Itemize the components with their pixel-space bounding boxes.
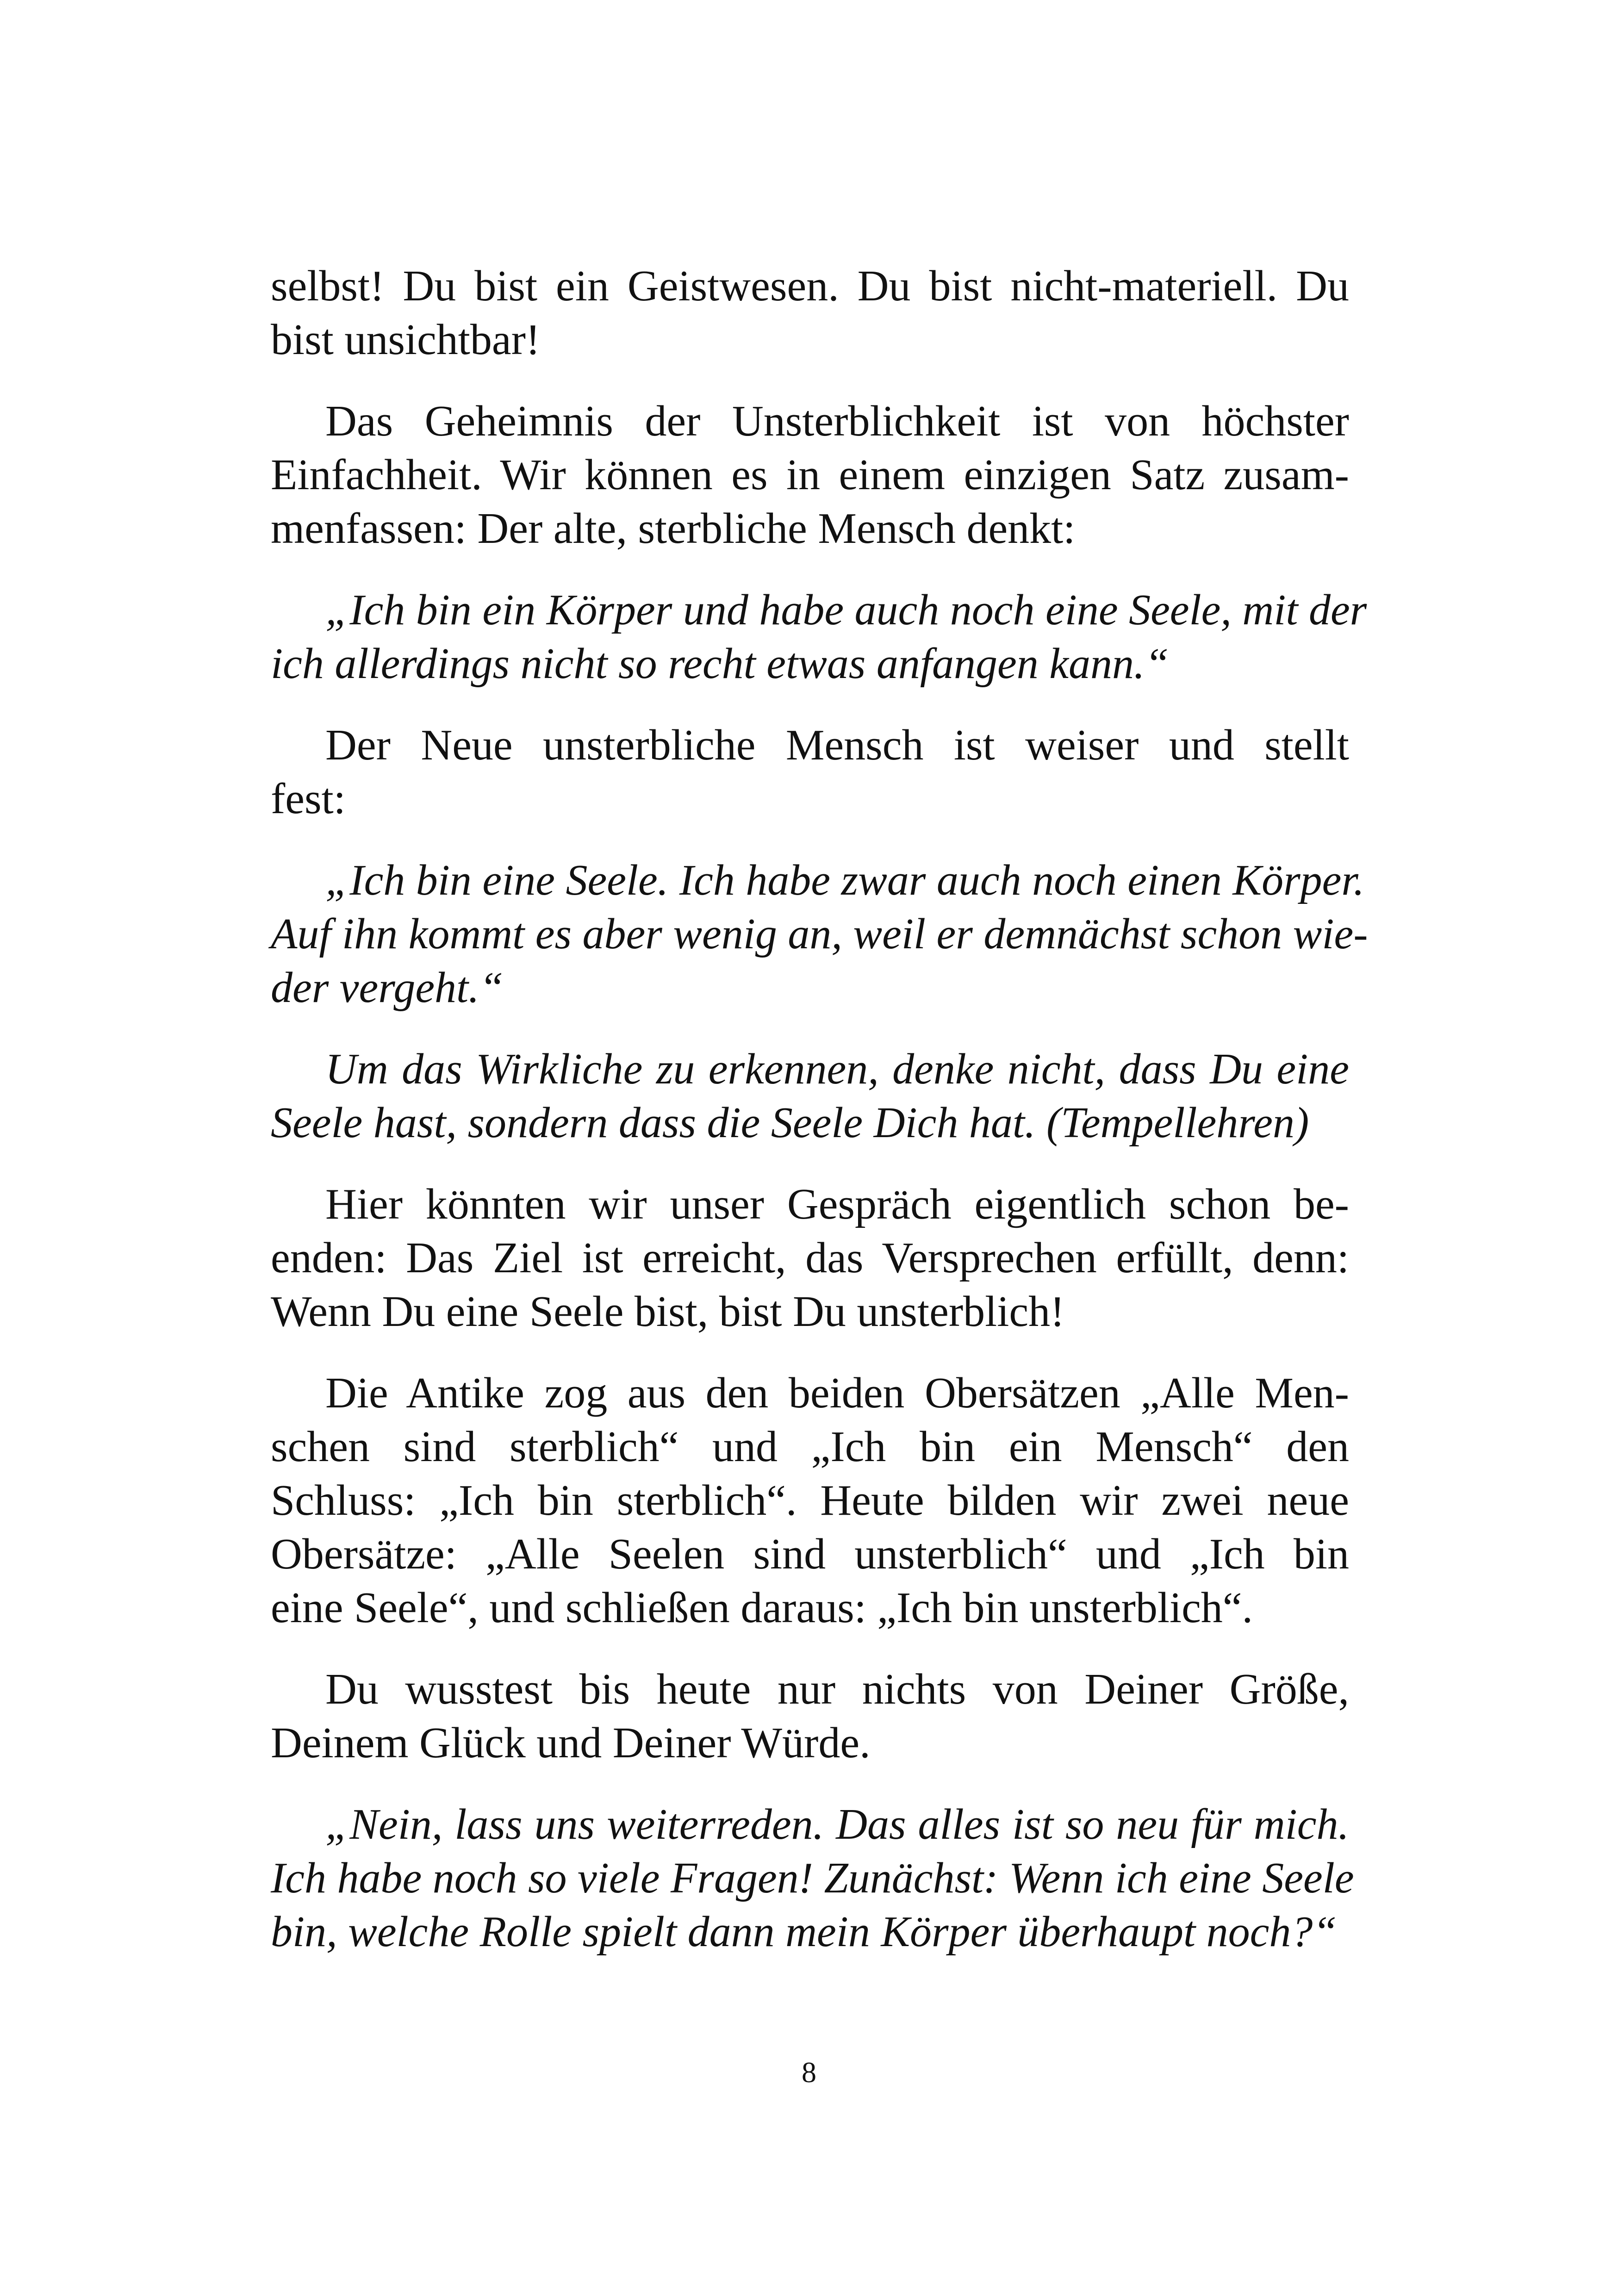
text-line: bin, welche Rolle spielt dann mein Körper überhaupt noch?“ (271, 1908, 1337, 1956)
quote-paragraph (271, 853, 1368, 1014)
text-line: bist unsichtbar! (271, 316, 541, 364)
text-line: „Ich bin ein Körper und habe auch noch eine Seele, mit der (325, 586, 1367, 634)
citation-paragraph (271, 1042, 1349, 1150)
text-line: Die Antike zog aus den beiden Obersätzen „Alle Men- (325, 1369, 1349, 1417)
quote-paragraph (271, 1798, 1354, 1959)
text-line: menfassen: Der alte, sterbliche Mensch denkt: (271, 504, 1076, 553)
text-line: Du wusstest bis heute nur nichts von Deiner Größe, (325, 1665, 1349, 1713)
text-line: selbst! Du bist ein Geistwesen. Du bist nicht-materiell. Du (271, 262, 1349, 310)
page-number: 8 (802, 2056, 816, 2089)
paragraph (271, 1662, 1349, 1770)
text-line: enden: Das Ziel ist erreicht, das Versprechen erfüllt, denn: (271, 1234, 1349, 1282)
paragraph (271, 259, 1349, 367)
text-line: Das Geheimnis der Unsterblichkeit ist von höchster (325, 397, 1349, 445)
text-line: Auf ihn kommt es aber wenig an, weil er demnächst schon wie- (271, 910, 1368, 958)
text-line: Schluss: „Ich bin sterblich“. Heute bilden wir zwei neue (271, 1476, 1349, 1524)
text-line: Einfachheit. Wir können es in einem einzigen Satz zusam- (271, 451, 1349, 499)
text-line: Hier könnten wir unser Gespräch eigentlich schon be- (325, 1180, 1349, 1228)
text-line: „Ich bin eine Seele. Ich habe zwar auch noch einen Körper. (325, 856, 1365, 904)
text-line: eine Seele“, und schließen daraus: „Ich bin unsterblich“. (271, 1584, 1253, 1632)
page-body-text (271, 259, 1368, 1986)
quote-paragraph (271, 583, 1367, 691)
text-line: Wenn Du eine Seele bist, bist Du unsterblich! (271, 1288, 1065, 1336)
text-line: Um das Wirkliche zu erkennen, denke nicht, dass Du eine (325, 1045, 1349, 1093)
text-line: Ich habe noch so viele Fragen! Zunächst: Wenn ich eine Seele (271, 1854, 1354, 1902)
text-line: Der Neue unsterbliche Mensch ist weiser und stellt (325, 721, 1349, 769)
paragraph (271, 1177, 1349, 1338)
text-line: Seele hast, sondern dass die Seele Dich hat. (Tempellehren) (271, 1099, 1309, 1147)
text-line: ich allerdings nicht so recht etwas anfangen kann.“ (271, 640, 1169, 688)
text-line: Obersätze: „Alle Seelen sind unsterblich“ und „Ich bin (271, 1530, 1349, 1578)
paragraph (271, 1366, 1349, 1635)
text-line: der vergeht.“ (271, 964, 504, 1012)
text-line: „Nein, lass uns weiterreden. Das alles ist so neu für mich. (325, 1800, 1349, 1848)
paragraph (271, 394, 1349, 555)
paragraph (271, 718, 1349, 826)
text-line: fest: (271, 775, 346, 823)
text-line: Deinem Glück und Deiner Würde. (271, 1719, 871, 1767)
text-line: schen sind sterblich“ und „Ich bin ein Mensch“ den (271, 1423, 1349, 1471)
